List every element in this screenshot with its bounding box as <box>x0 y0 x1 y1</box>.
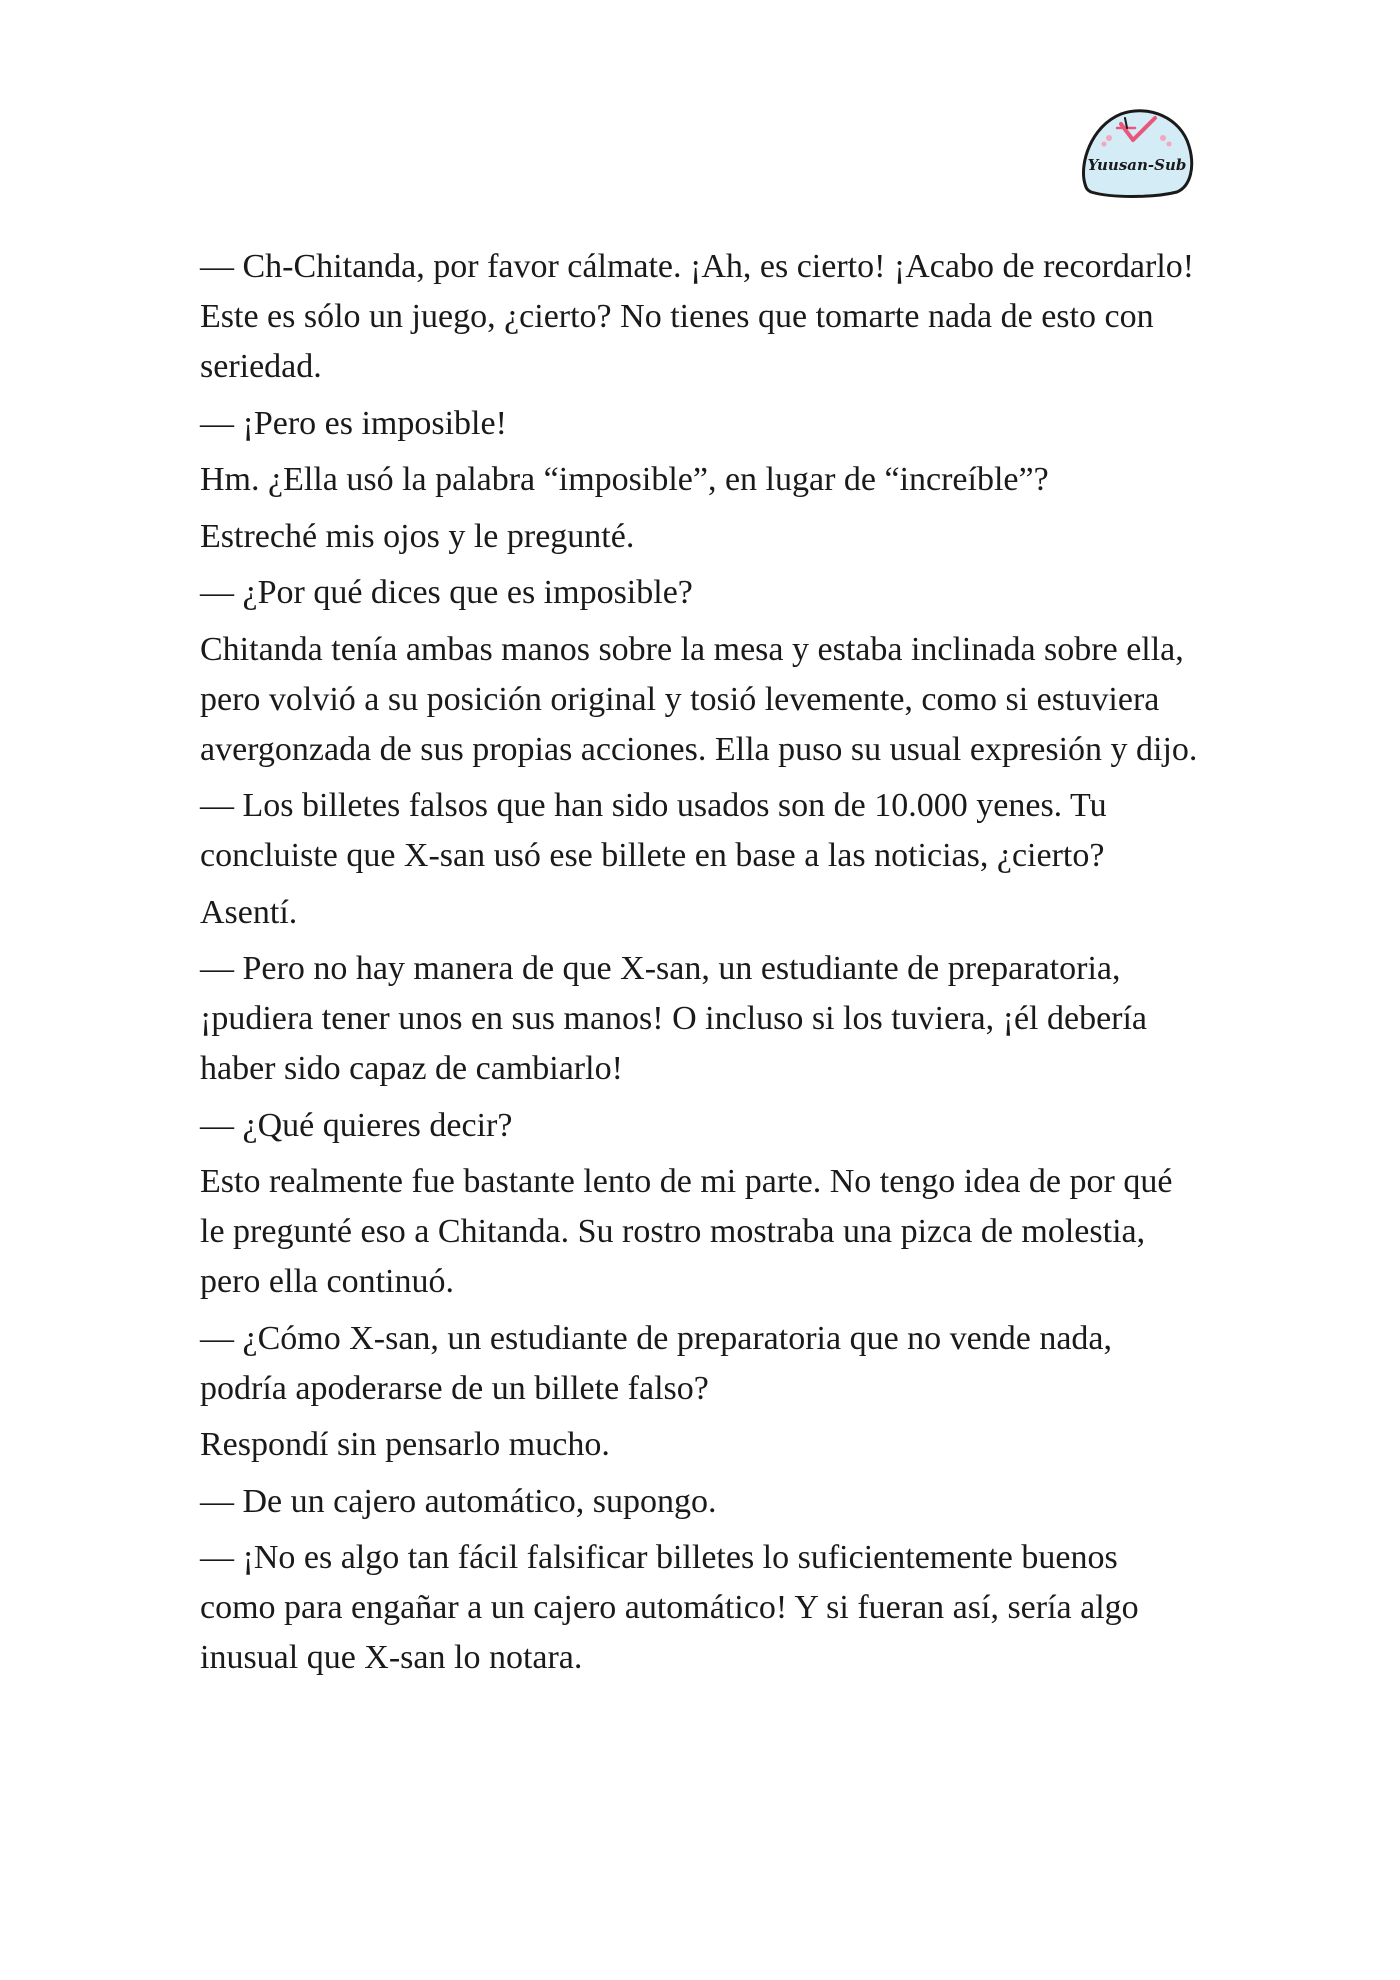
paragraph: Respondí sin pensarlo mucho. <box>200 1426 610 1463</box>
paragraph: — Ch-Chitanda, por favor cálmate. ¡Ah, es cierto! ¡Acabo de recordarlo! Este es sólo un juego, ¿cierto? No tienes que tomarte nada de esto con seriedad. <box>200 248 1195 385</box>
document-body <box>200 242 1200 1690</box>
logo-text: Yuusan-Sub <box>1087 156 1187 174</box>
paragraph: — ¡No es algo tan fácil falsificar billetes lo suficientemente buenos como para engañar a un cajero automático! Y si fueran así, sería algo inusual que X-san lo notara. <box>200 1539 1139 1676</box>
paragraph: — De un cajero automático, supongo. <box>200 1482 717 1520</box>
paragraph: — Pero no hay manera de que X-san, un estudiante de preparatoria, ¡pudiera tener unos en sus manos! O incluso si los tuviera, ¡él debería haber sido capaz de cambiarlo! <box>200 950 1148 1087</box>
paragraph: — ¿Por qué dices que es imposible? <box>200 574 693 611</box>
yuusan-sub-logo <box>1077 104 1197 198</box>
paragraph: — ¿Cómo X-san, un estudiante de preparatoria que no vende nada, podría apoderarse de un billete falso? <box>200 1319 1113 1407</box>
paragraph: — ¿Qué quieres decir? <box>200 1106 513 1144</box>
paragraph: Chitanda tenía ambas manos sobre la mesa y estaba inclinada sobre ella, pero volvió a su posición original y tosió levemente, como si estuviera avergonzada de sus propias acciones. Ella puso su usual expresión y dijo. <box>200 630 1198 768</box>
logo-badge-icon <box>1077 104 1197 198</box>
paragraph: Estreché mis ojos y le pregunté. <box>200 517 635 555</box>
paragraph: Esto realmente fue bastante lento de mi parte. No tengo idea de por qué le pregunté eso a Chitanda. Su rostro mostraba una pizca de molestia, pero ella continuó. <box>200 1163 1173 1300</box>
paragraph: — ¡Pero es imposible! <box>200 404 507 442</box>
paragraph: Hm. ¿Ella usó la palabra “imposible”, en lugar de “increíble”? <box>200 461 1049 498</box>
paragraph: — Los billetes falsos que han sido usados son de 10.000 yenes. Tu concluiste que X-san usó ese billete en base a las noticias, ¿cierto? <box>200 787 1107 874</box>
paragraph: Asentí. <box>200 893 298 931</box>
